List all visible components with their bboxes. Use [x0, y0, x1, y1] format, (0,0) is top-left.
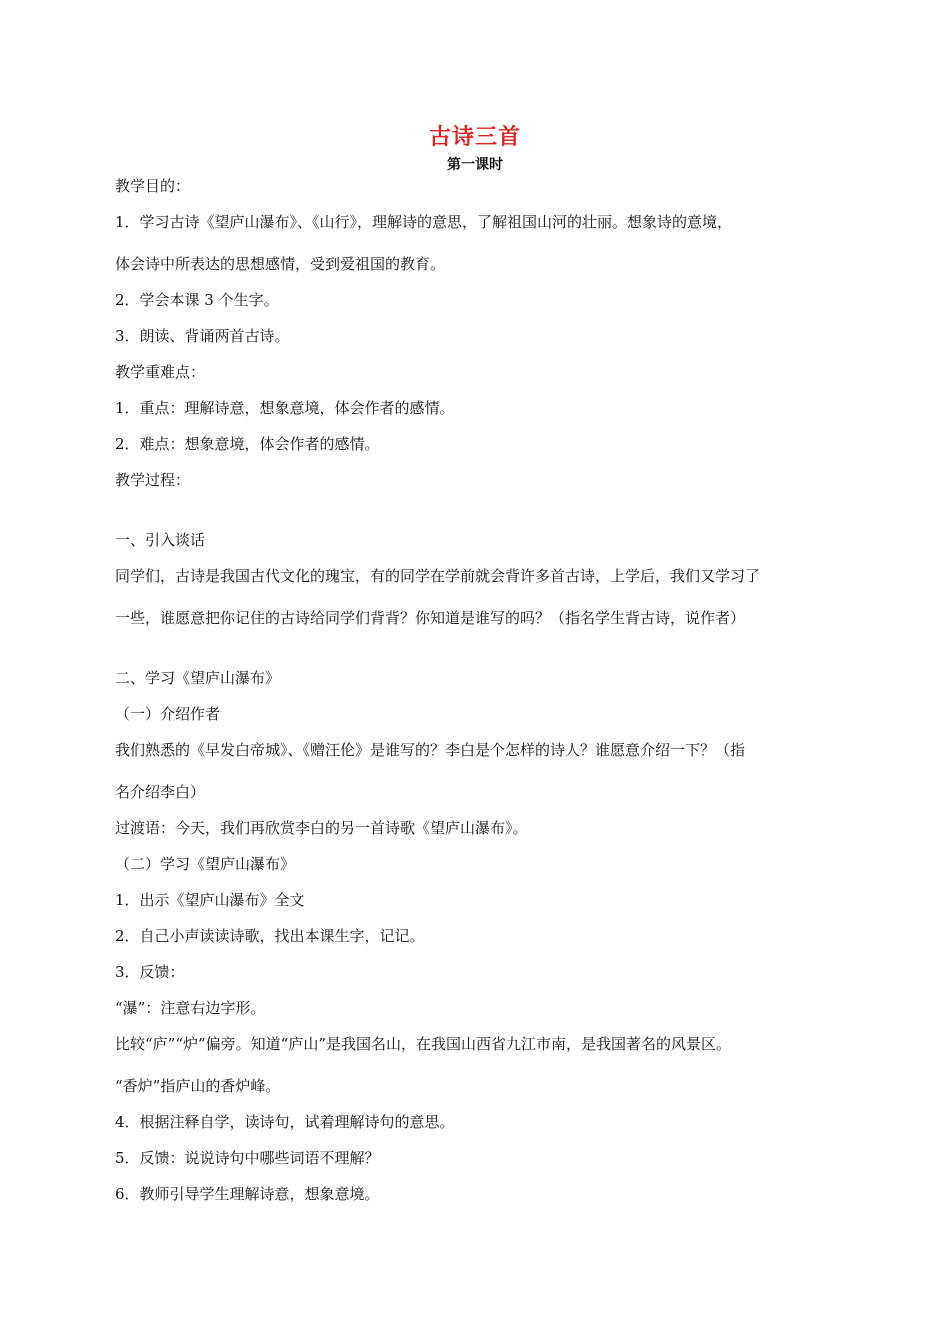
section-heading-objectives: 教学目的：: [115, 177, 191, 195]
section-heading-intro: 一、引入谈话: [115, 531, 206, 549]
paragraph-line: 我们熟悉的《早发白帝城》、《赠汪伦》是谁写的？李白是个怎样的诗人？谁愿意介绍一下？（指: [115, 741, 746, 759]
section-heading-study-poem: 二、学习《望庐山瀑布》: [115, 669, 281, 687]
paragraph-line: “香炉”指庐山的香炉峰。: [115, 1077, 281, 1095]
paragraph-line: 1．重点：理解诗意，想象意境，体会作者的感情。: [115, 399, 455, 417]
paragraph-line: 4．根据注释自学，读诗句，试着理解诗句的意思。: [115, 1113, 455, 1131]
paragraph-line: 一些，谁愿意把你记住的古诗给同学们背背？你知道是谁写的吗？（指名学生背古诗，说作者）: [115, 609, 746, 627]
section-heading-key-points: 教学重难点：: [115, 363, 206, 381]
paragraph-line: 6．教师引导学生理解诗意，想象意境。: [115, 1185, 380, 1203]
paragraph-line: 2．难点：想象意境，体会作者的感情。: [115, 435, 380, 453]
subsection-heading-author: （一）介绍作者: [115, 705, 221, 723]
paragraph-line: 2．自己小声读读诗歌，找出本课生字，记记。: [115, 927, 425, 945]
paragraph-line: 名介绍李白）: [115, 783, 206, 801]
paragraph-line: 体会诗中所表达的思想感情，受到爱祖国的教育。: [115, 255, 446, 273]
page-title: 古诗三首: [428, 125, 521, 150]
paragraph-line: 2．学会本课 3 个生字。: [115, 291, 279, 309]
paragraph-line: 1．学习古诗《望庐山瀑布》、《山行》，理解诗的意思，了解祖国山河的壮丽。想象诗的意境，: [115, 213, 733, 231]
paragraph-line: 3．反馈：: [115, 963, 185, 981]
paragraph-line: 同学们，古诗是我国古代文化的瑰宝，有的同学在学前就会背许多首古诗，上学后，我们又学习了: [115, 567, 761, 585]
paragraph-line: “瀑”：注意右边字形。: [115, 999, 266, 1017]
paragraph-line: 5．反馈：说说诗句中哪些词语不理解？: [115, 1149, 380, 1167]
paragraph-line: 3．朗读、背诵两首古诗。: [115, 327, 290, 345]
subsection-heading-study-poem: （二）学习《望庐山瀑布》: [115, 855, 296, 873]
section-heading-process: 教学过程：: [115, 471, 191, 489]
paragraph-line: 比较“庐”“炉”偏旁。知道“庐山”是我国名山，在我国山西省九江市南，是我国著名的风景区。: [115, 1035, 732, 1053]
paragraph-line: 过渡语：今天，我们再欣赏李白的另一首诗歌《望庐山瀑布》。: [115, 819, 528, 837]
paragraph-line: 1．出示《望庐山瀑布》全文: [115, 891, 305, 909]
page-subtitle: 第一课时: [447, 157, 503, 173]
